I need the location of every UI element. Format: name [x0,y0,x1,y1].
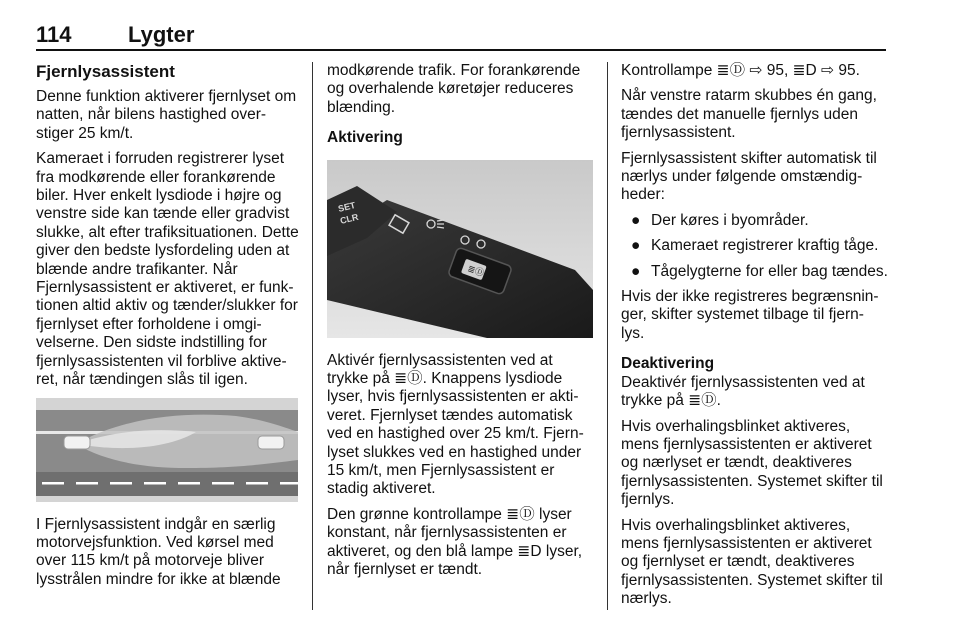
list-item: ● Tågelygterne for eller bag tændes. [631,262,888,280]
list-item: ● Kameraet registrerer kraftig tåge. [631,237,879,255]
header-rule [36,49,886,51]
paragraph: I Fjernlysassistent indgår en særlig motorvejsfunktion. Ved kørsel med over 115 km/t på motorveje bliver lysstrålen mindre for ikke at blænde [36,515,281,588]
paragraph: Hvis der ikke registreres begrænsnin- ger, skifter systemet tilbage til fjern- lys. [621,288,879,342]
conditions-list [621,212,889,281]
paragraph: Aktivér fjernlysassistenten ved at trykke på ≣Ⓓ. Knappens lysdiode lyser, hvis fjernlysassistenten er akti- veret. Fjernlyset tændes automatisk ved en hastighed over 25 km/t. Fjern- lyset slukkes ved en hastighed under 15 km/t, men Fjernlysassistent er stadig aktiveret. [327,351,584,498]
paragraph: Den grønne kontrollampe ≣Ⓓ lyser konstant, når fjernlysassistenten er aktiveret, og den blå lampe ≣D lyser, når fjernlyset er tændt. [327,505,583,579]
svg-text:≣Ⓓ: ≣Ⓓ [466,262,486,278]
list-item: ● Der køres i byområder. [631,211,809,229]
paragraph: Fjernlysassistent skifter automatisk til nærlys under følgende omstændig- heder: [621,149,877,204]
paragraph: Denne funktion aktiverer fjernlyset om natten, når bilens hastighed over- stiger 25 km/t. [36,88,297,142]
bullet-icon: ● [631,237,641,255]
chapter-title: Lygter [128,22,195,47]
page-header [36,22,886,50]
column-2 [327,62,595,587]
section-title: Fjernlysassistent [36,62,175,81]
lever-label-set: SET [337,199,357,214]
page-number: 114 [36,22,72,47]
paragraph: Hvis overhalingsblinket aktiveres, mens fjernlysassistenten er aktiveret og fjernlyset er tændt, deaktiveres fjernlysassistenten. Systemet skifter til nærlys. [621,516,883,608]
bullet-icon: ● [631,211,641,229]
bullet-icon: ● [631,262,641,280]
column-3 [621,62,889,616]
section-heading-deactivation: Deaktivering [621,355,715,373]
column-divider-2 [607,62,608,610]
paragraph: Hvis overhalingsblinket aktiveres, mens fjernlysassistenten er aktiveret og nærlyset er tændt, deaktiveres fjernlysassistenten. Systemet skifter til fjernlys. [621,417,883,509]
paragraph: modkørende trafik. For forankørende og overhalende køretøjer reduceres blænding. [327,62,581,116]
paragraph: Kameraet i forruden registrerer lyset fra modkørende eller forankørende biler. Hver enkelt lysdiode i højre og venstre side kan tænde eller gradvist slukke, alt efter trafiksituationen. Dette giver den bedste lysfordeling uden at blænde andre trafikanter. Når Fjernlysassistent er aktiveret, er funk- tionen altid aktiv og tænder/slukker for fjernlyset efter forholdene i omgi- velserne. Den sidste indstilling for fjernlysassistenten vil forblive aktive- ret, når tændingen slås til igen. [36,150,299,389]
turn-signal-lever-illustration [327,160,593,338]
paragraph: Når venstre ratarm skubbes én gang, tændes det manuelle fjernlys uden fjernlysassistent. [621,87,877,142]
highway-light-illustration [36,398,298,502]
column-divider-1 [312,62,313,610]
lever-label-clr: CLR [339,211,360,226]
column-1 [36,62,300,596]
section-heading-activation: Aktivering [327,129,403,147]
paragraph: Deaktivér fjernlysassistenten ved at trykke på ≣Ⓓ. [621,373,865,410]
paragraph: Kontrollampe ≣Ⓓ ⇨ 95, ≣D ⇨ 95. [621,62,860,79]
